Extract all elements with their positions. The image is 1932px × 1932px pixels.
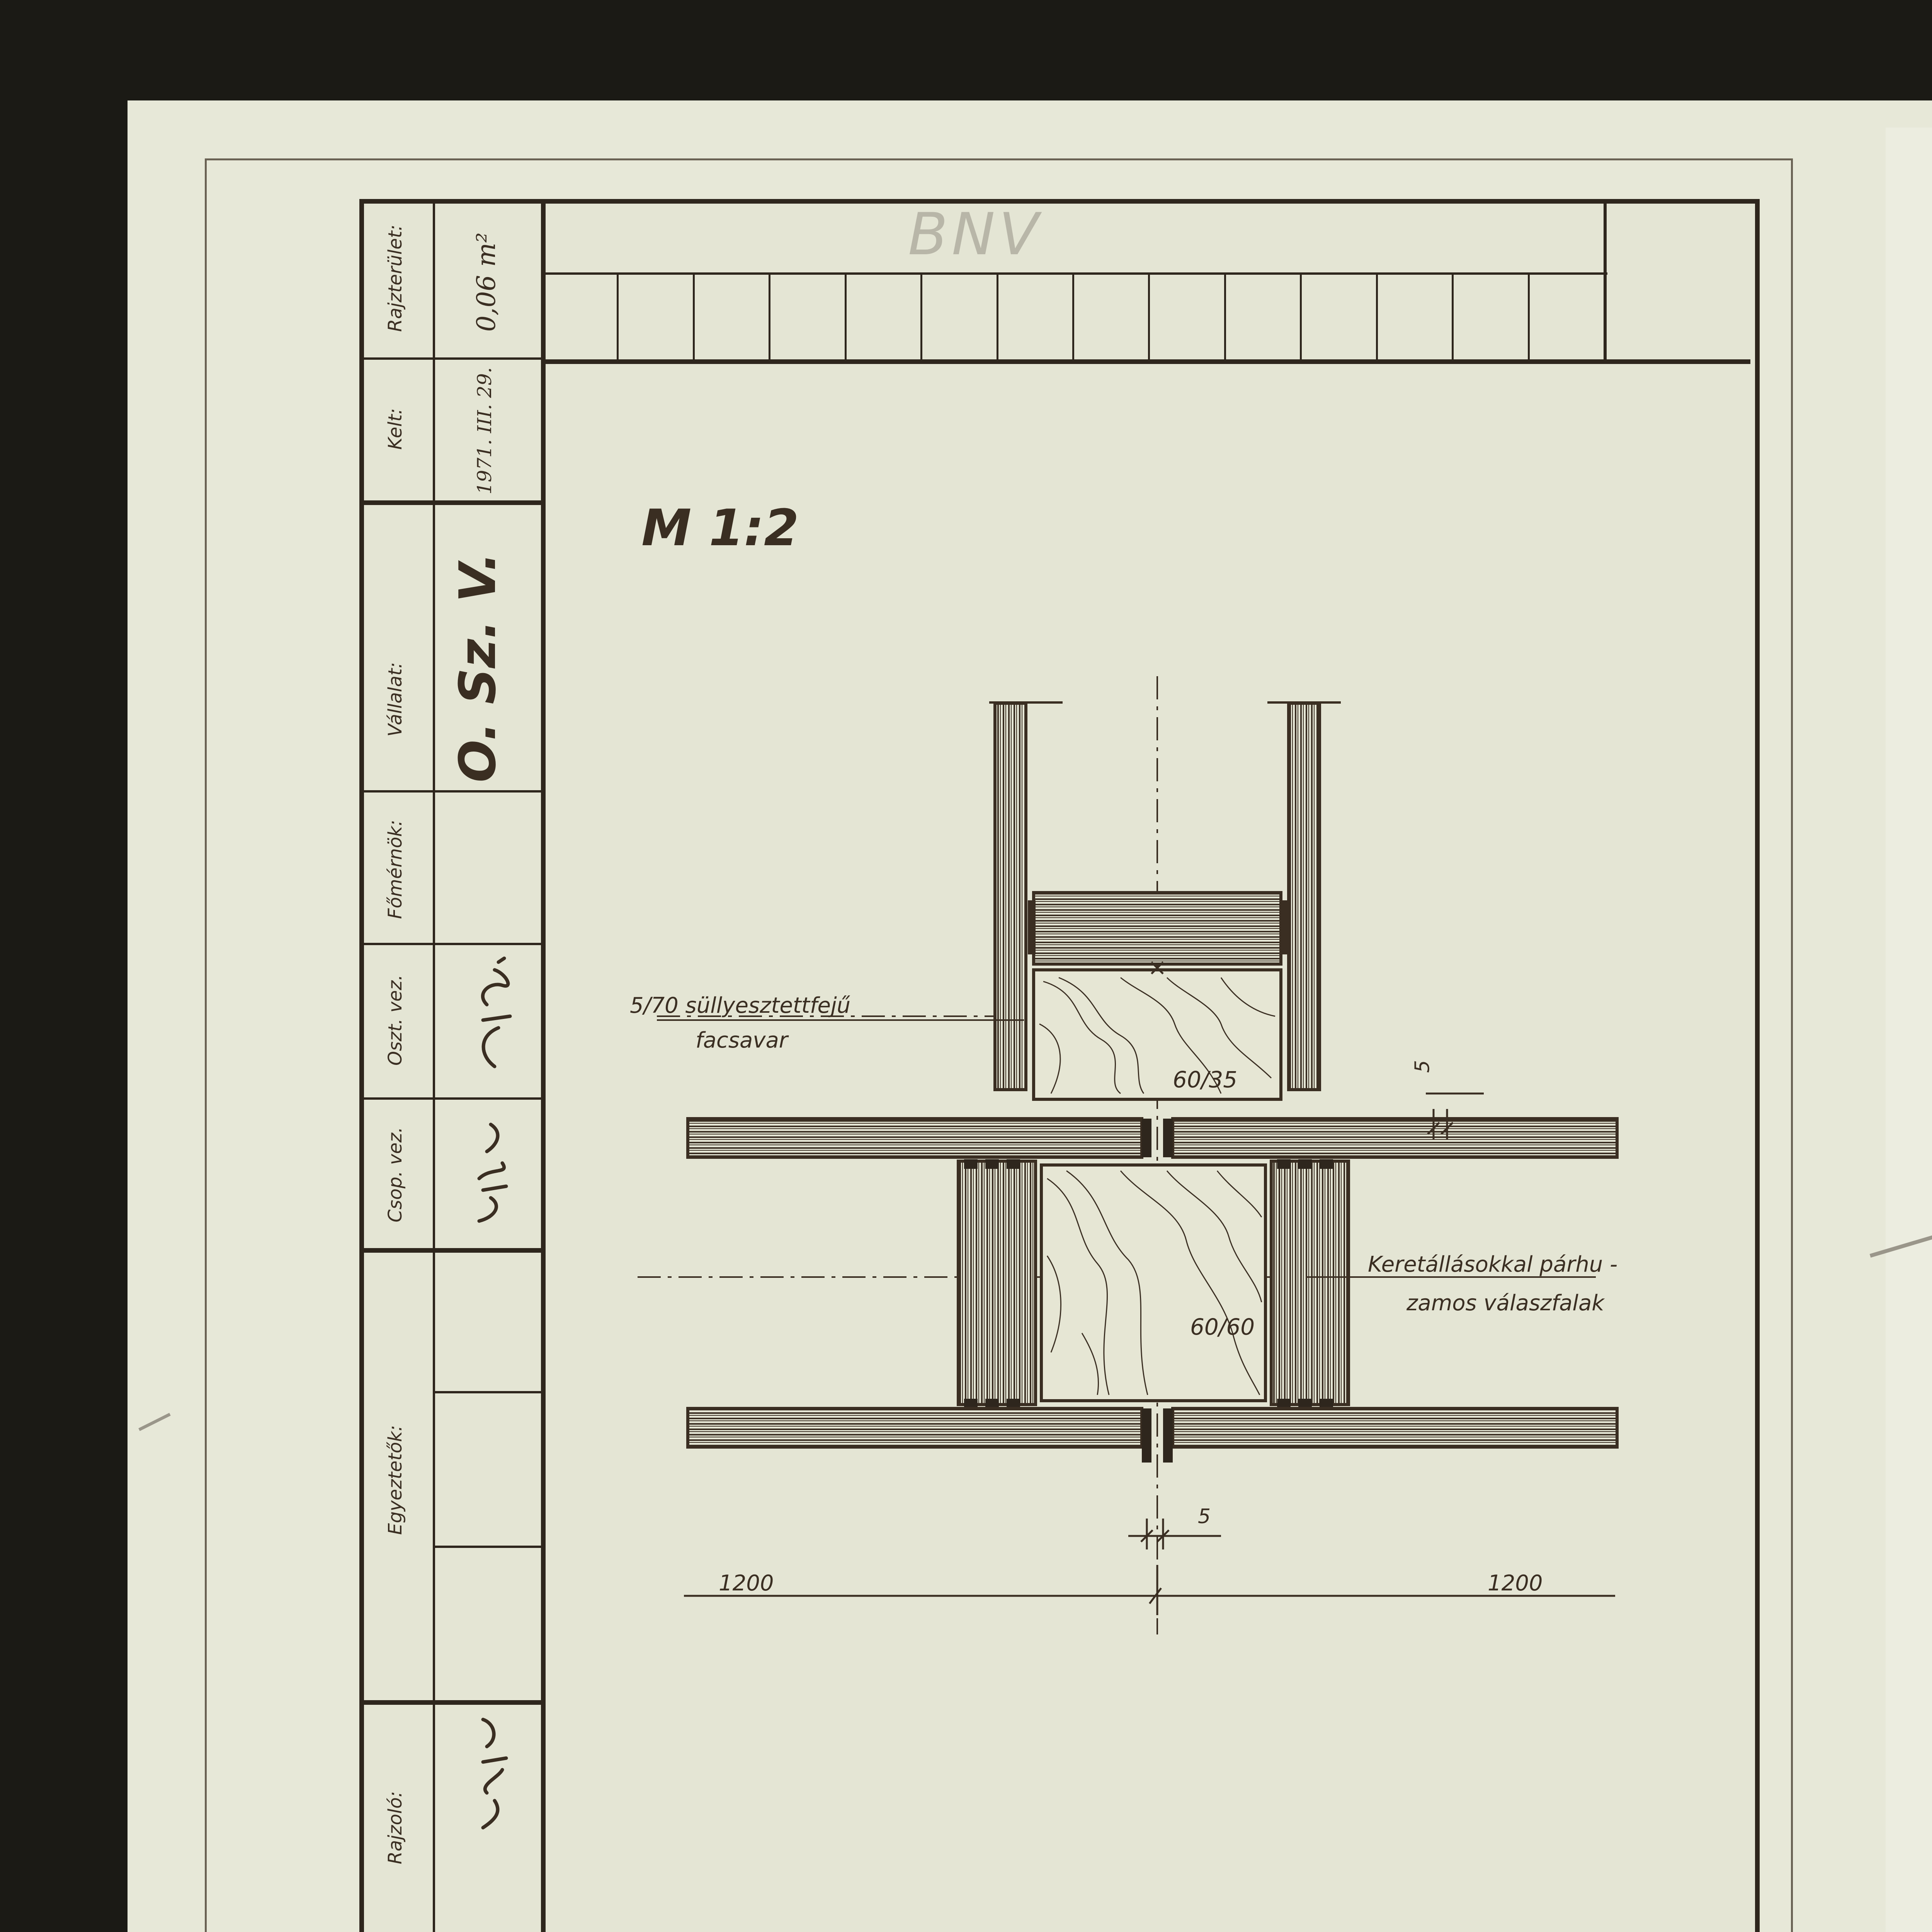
dim-left-value: 1200 <box>719 1571 774 1596</box>
label-vallalat: Vállalat: <box>384 662 406 737</box>
wall-label-line2: zamos válaszfalak <box>1406 1291 1604 1316</box>
label-rajzterulet: Rajzterület: <box>384 224 406 332</box>
value-rajzterulet: 0,06 m² <box>471 232 501 332</box>
label-csopvez: Csop. vez. <box>384 1127 406 1223</box>
wall-label-line1: Keretállásokkal párhu - <box>1368 1252 1618 1277</box>
screw-label-line2: facsavar <box>696 1028 788 1053</box>
label-egyeztetok: Egyeztetők: <box>384 1425 406 1535</box>
label-osztvez: Oszt. vez. <box>384 975 406 1066</box>
upper-block-size: 60/35 <box>1173 1066 1238 1093</box>
gap-bottom-value: 5 <box>1198 1505 1211 1528</box>
gap-top-value: 5 <box>1411 1060 1434 1073</box>
label-foernok: Főmérnök: <box>384 820 406 919</box>
dim-right-value: 1200 <box>1488 1571 1543 1596</box>
lower-block-size: 60/60 <box>1190 1314 1255 1340</box>
scale-label: M 1:2 <box>641 498 799 557</box>
label-kelt: Kelt: <box>384 408 406 450</box>
value-vallalat: O. Sz. V. <box>448 552 507 782</box>
stamp-mark: BNV <box>908 201 1043 268</box>
label-rajzolo: Rajzoló: <box>384 1791 406 1864</box>
screw-label-line1: 5/70 süllyesztettfejű <box>630 993 851 1018</box>
value-kelt: 1971. III. 29. <box>473 367 496 495</box>
